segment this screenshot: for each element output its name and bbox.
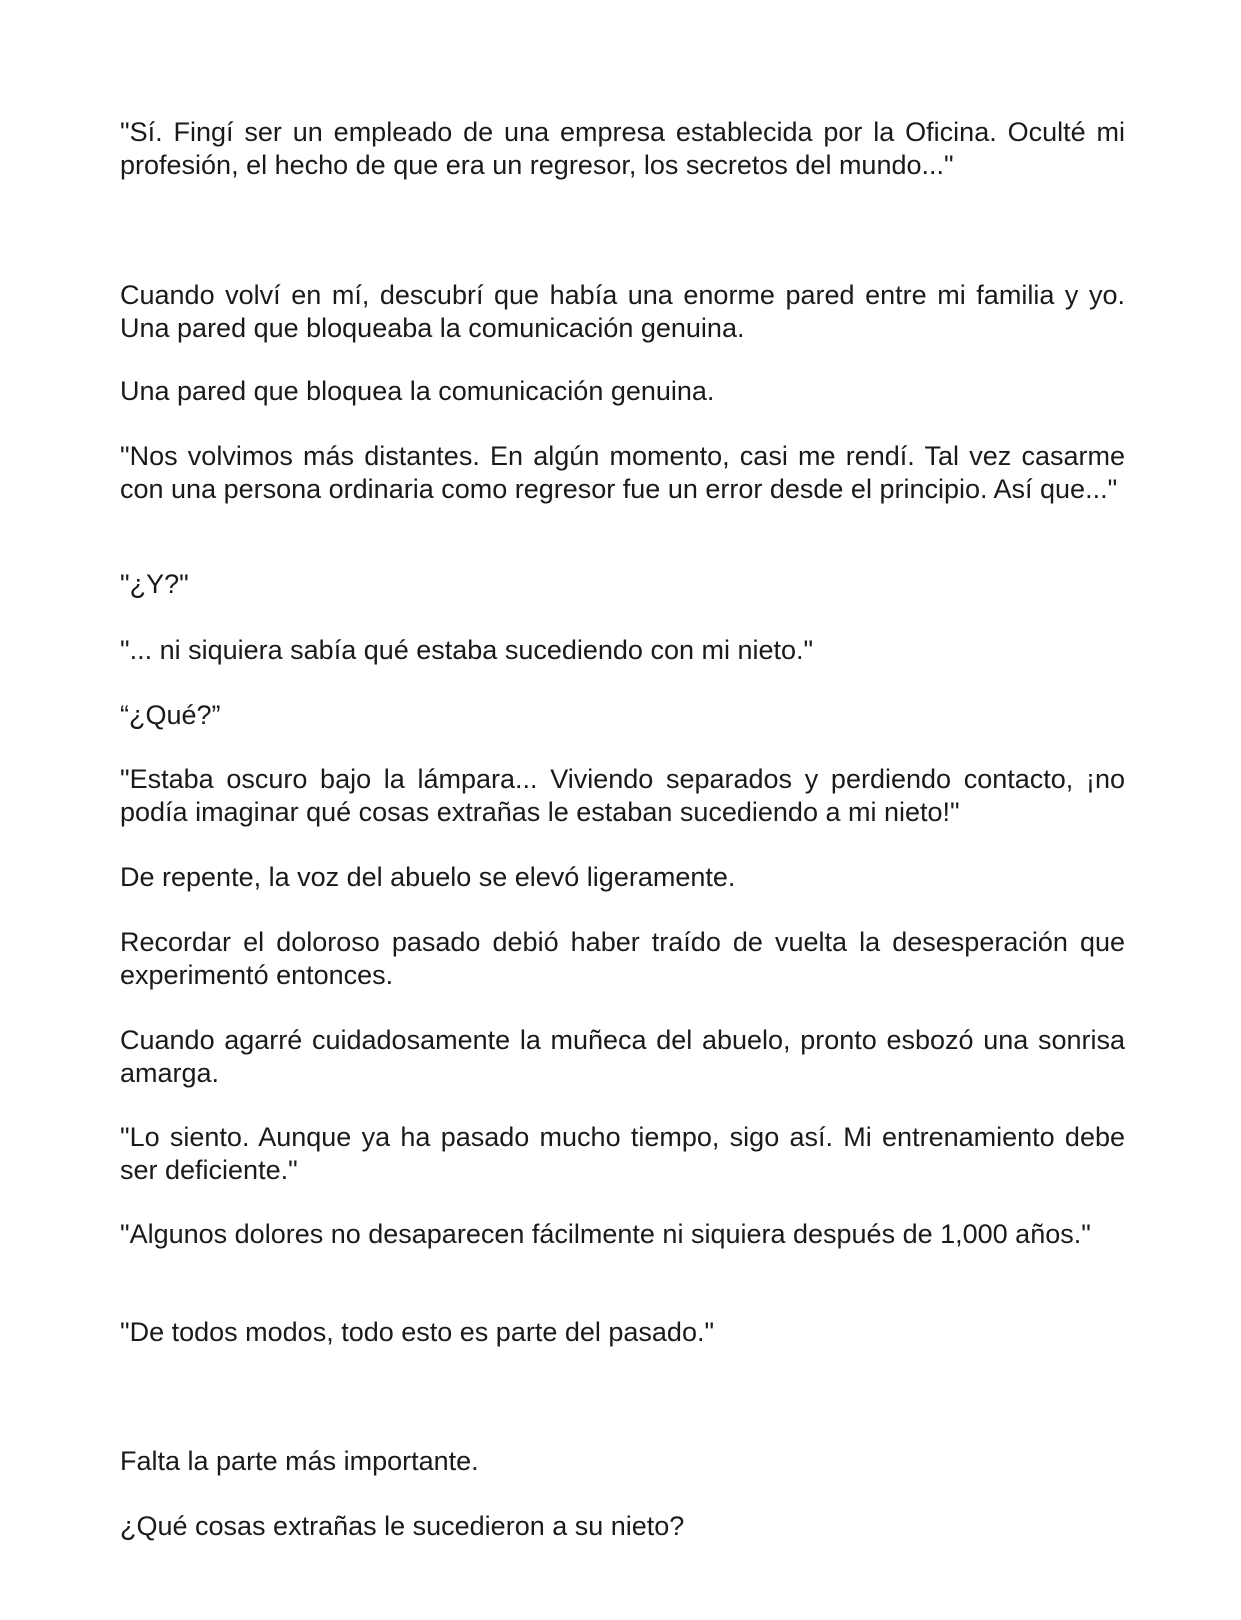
paragraph: Recordar el doloroso pasado debió haber traído de vuelta la desesperación que experimentó entonces. (120, 927, 1125, 990)
paragraph: "... ni siquiera sabía qué estaba sucediendo con mi nieto." (120, 635, 814, 665)
paragraph: Cuando agarré cuidadosamente la muñeca del abuelo, pronto esbozó una sonrisa amarga. (120, 1025, 1125, 1088)
paragraph: Cuando volví en mí, descubrí que había una enorme pared entre mi familia y yo. Una pared que bloqueaba la comunicación genuina. (120, 280, 1125, 343)
paragraph: "Sí. Fingí ser un empleado de una empresa establecida por la Oficina. Oculté mi profesión, el hecho de que era un regresor, los secretos del mundo..." (120, 117, 1125, 180)
paragraph: ¿Qué cosas extrañas le sucedieron a su nieto? (120, 1511, 685, 1541)
paragraph: "Algunos dolores no desaparecen fácilmente ni siquiera después de 1,000 años." (120, 1219, 1091, 1249)
paragraph: Una pared que bloquea la comunicación genuina. (120, 376, 715, 406)
paragraph: "¿Y?" (120, 569, 189, 599)
paragraph: "De todos modos, todo esto es parte del pasado." (120, 1317, 715, 1347)
paragraph: “¿Qué?” (120, 700, 221, 730)
paragraph: Falta la parte más importante. (120, 1446, 479, 1476)
paragraph: "Nos volvimos más distantes. En algún momento, casi me rendí. Tal vez casarme con una persona ordinaria como regresor fue un error desde el principio. Así que..." (120, 441, 1125, 504)
paragraph: De repente, la voz del abuelo se elevó ligeramente. (120, 862, 736, 892)
paragraph: "Estaba oscuro bajo la lámpara... Viviendo separados y perdiendo contacto, ¡no podía imaginar qué cosas extrañas le estaban sucediendo a mi nieto!" (120, 764, 1125, 827)
paragraph: "Lo siento. Aunque ya ha pasado mucho tiempo, sigo así. Mi entrenamiento debe ser deficiente." (120, 1122, 1125, 1185)
